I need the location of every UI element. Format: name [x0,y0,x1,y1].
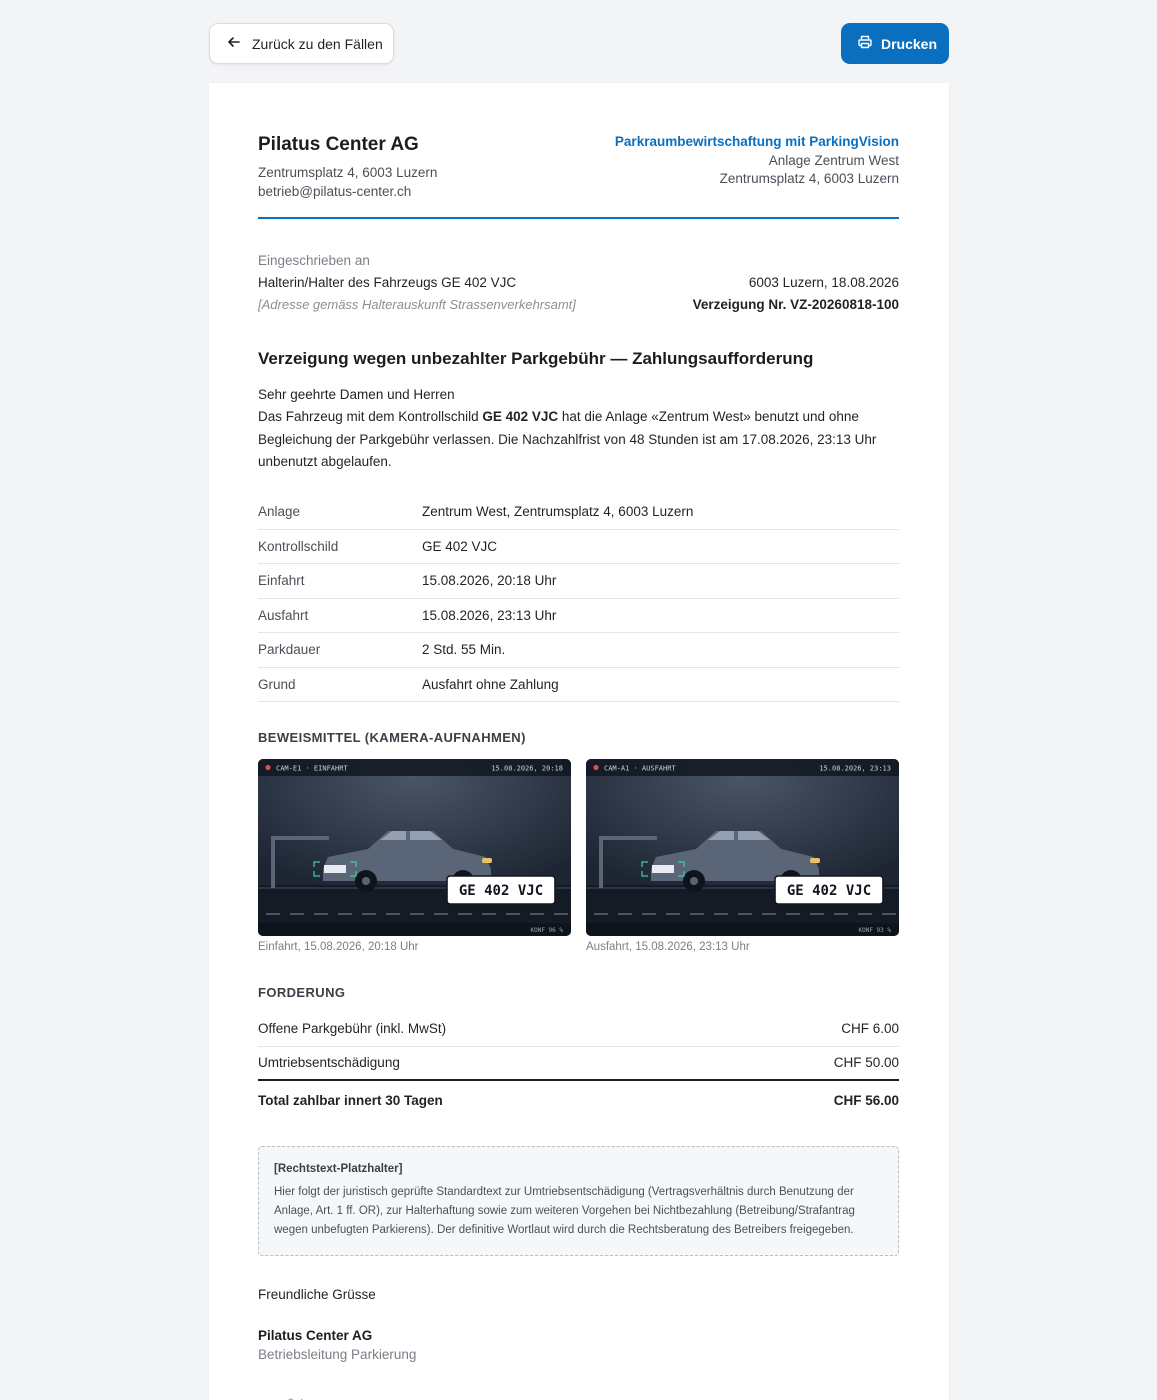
fact-value: GE 402 VJC [422,538,498,554]
claim-row [258,1047,899,1082]
letter-body [258,406,899,474]
fact-label: Grund [258,676,296,692]
camera-id: CAM-E1 · EINFAHRT [276,764,348,773]
printer-icon [857,34,873,53]
fact-value: Ausfahrt ohne Zahlung [422,676,559,692]
plate-crop-text: GE 402 VJC [458,883,544,899]
claim-amount: CHF 50.00 [833,1055,899,1071]
claim-total-row [258,1081,899,1119]
salutation: Sehr geehrte Damen und Herren [258,387,455,402]
body-text-post: hat die Anlage «Zentrum West» benutzt und ohne Begleichung der Parkgebühr verlassen. Die Nachzahlfrist von 48 Stunden ist am 17.08.2026, 23:13 Uhr unbenutzt abgelaufen. [258,409,877,469]
claim-amount: CHF 6.00 [841,1021,899,1037]
letter-sheet [209,83,949,1400]
recording-dot-icon [593,765,598,770]
confidence-readout: KONF 93 % [858,927,891,934]
legal-title: [Rechtstext-Platzhalter] [274,1163,403,1175]
body-text-pre: Das Fahrzeug mit dem Kontrollschild [258,409,483,424]
sender-name: Pilatus Center AG [258,134,419,155]
fact-label: Kontrollschild [258,538,339,554]
camera-id: CAM-A1 · AUSFAHRT [604,764,676,773]
claim-row [258,1012,899,1047]
recipient-address-placeholder: [Adresse gemäss Halterauskunft Strassenverkehrsamt] [258,297,576,312]
fact-value: 15.08.2026, 20:18 Uhr [422,573,557,589]
print-button[interactable] [841,23,949,64]
fact-row [258,530,899,565]
evidence-heading: BEWEISMITTEL (KAMERA-AUFNAHMEN) [258,730,526,745]
letter-subject: Verzeigung wegen unbezahlter Parkgebühr — Zahlungsaufforderung [258,349,814,368]
fact-label: Ausfahrt [258,607,309,623]
sender-email: betrieb@pilatus-center.ch [258,183,412,199]
fact-label: Einfahrt [258,573,305,589]
body-plate: GE 402 VJC [482,409,559,424]
claim-table [258,1012,899,1119]
fact-label: Anlage [258,504,301,520]
camera-image-entry[interactable] [258,759,571,936]
confidence-readout: KONF 96 % [530,927,563,934]
camera-image-exit[interactable] [586,759,899,936]
back-to-cases-button[interactable] [209,23,394,64]
back-button-label: Zurück zu den Fällen [252,35,383,52]
total-amount: CHF 56.00 [833,1092,899,1108]
signer-name: Pilatus Center AG [258,1328,373,1343]
fact-row [258,633,899,668]
fact-row [258,668,899,703]
recipient-label: Eingeschrieben an [258,253,370,268]
fact-row [258,599,899,634]
legal-text-placeholder [258,1146,899,1256]
claim-label: Offene Parkgebühr (inkl. MwSt) [258,1021,447,1037]
fact-value: 2 Std. 55 Min. [422,642,506,658]
plate-crop-text: GE 402 VJC [786,883,872,899]
print-button-label: Drucken [881,35,938,52]
header-divider [258,217,899,219]
camera-timestamp: 15.08.2026, 23:13 [819,764,891,773]
operator-brand: Parkraumbewirtschaftung mit ParkingVision [614,134,899,149]
closing-greeting: Freundliche Grüsse [258,1287,376,1302]
claim-heading: FORDERUNG [258,985,346,1000]
recipient-name: Halterin/Halter des Fahrzeugs GE 402 VJC [258,275,517,290]
total-label: Total zahlbar innert 30 Tagen [258,1092,443,1108]
camera-timestamp: 15.08.2026, 20:18 [491,764,563,773]
fact-value: 15.08.2026, 23:13 Uhr [422,607,557,623]
operator-address: Zentrumsplatz 4, 6003 Luzern [719,171,899,186]
legal-body: Hier folgt der juristisch geprüfte Standardtext zur Umtriebsentschädigung (Vertragsverhältnis durch Benutzung der Anlage, Art. 1 ff. OR), zur Halterhaftung sowie zum weiteren Vorgehen bei Nichtbezahlung (Betreibung/Strafantrag wegen unbefugten Parkierens). Der definitive Wortlaut wird durch die Rechtsberatung des Betreibers freigegeben. [274,1186,855,1236]
camera-caption: Einfahrt, 15.08.2026, 20:18 Uhr [258,941,419,953]
arrow-left-icon [226,34,242,53]
signature-mark [284,1393,304,1400]
claim-label: Umtriebsentschädigung [258,1055,400,1071]
place-date: 6003 Luzern, 18.08.2026 [748,275,899,290]
camera-caption: Ausfahrt, 15.08.2026, 23:13 Uhr [586,941,750,953]
fact-value: Zentrum West, Zentrumsplatz 4, 6003 Luzern [422,504,694,520]
fact-row [258,564,899,599]
signer-role: Betriebsleitung Parkierung [258,1347,417,1362]
operator-block [615,133,899,189]
fact-row [258,495,899,530]
sender-address: Zentrumsplatz 4, 6003 Luzern [258,165,438,180]
sender-contact [258,164,437,201]
facts-table [258,495,899,702]
operator-site: Anlage Zentrum West [768,152,899,168]
recording-dot-icon [265,765,270,770]
top-toolbar [209,23,949,64]
reference-number: Verzeigung Nr. VZ-20260818-100 [692,297,899,312]
fact-label: Parkdauer [258,642,321,658]
